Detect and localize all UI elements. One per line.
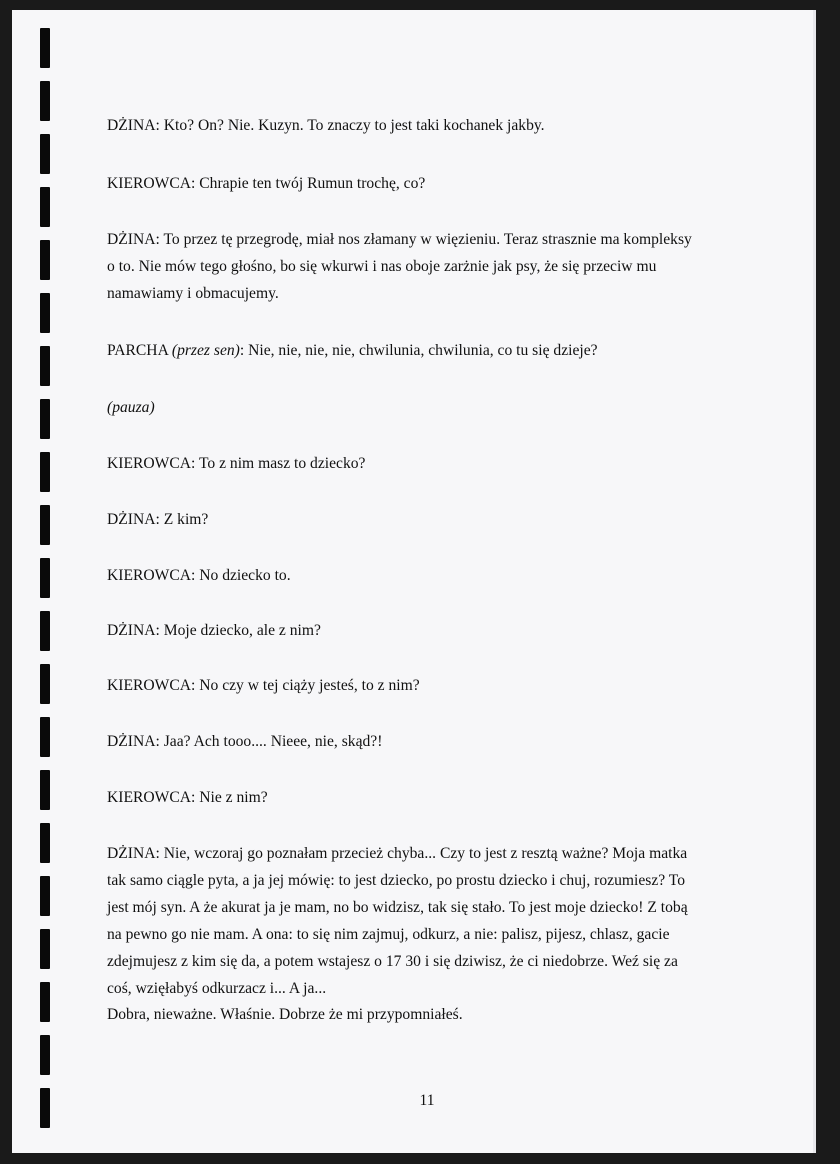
stage-direction: (przez sen) [171,342,240,359]
stage-direction-pause: (pauza) [107,399,155,416]
dialogue-line: tak samo ciągle pyta, a ja jej mówię: to jest dziecko, po prostu dziecko i chuj, rozumiesz? To [107,872,686,889]
dialogue-line: DŻINA: Moje dziecko, ale z nim? [107,622,321,639]
dialogue-line-parcha [107,338,598,365]
dialogue-line: na pewno go nie mam. A ona: to się nim zajmuj, odkurz, a nie: palisz, pijesz, chlasz, gacie [107,926,670,943]
dialogue-line: Dobra, nieważne. Właśnie. Dobrze że mi przypomniałeś. [107,1006,463,1023]
binding-hole [40,187,50,227]
dialogue-line: KIEROWCA: To z nim masz to dziecko? [107,455,366,472]
binding-hole [40,399,50,439]
dialogue-line: KIEROWCA: No czy w tej ciąży jesteś, to z nim? [107,677,420,694]
script-page [12,10,816,1153]
dialogue-line: DŻINA: Jaa? Ach tooo.... Nieee, nie, skąd?! [107,733,383,750]
binding-hole [40,876,50,916]
dialogue-line: o to. Nie mów tego głośno, bo się wkurwi i nas oboje zarżnie jak psy, że się przeciw mu [107,258,657,275]
binding-hole [40,240,50,280]
dialogue-text: : Nie, nie, nie, nie, chwilunia, chwilunia, co tu się dzieje? [239,342,598,359]
page-number: 11 [419,1092,435,1109]
binding-hole [40,823,50,863]
binding-hole [40,293,50,333]
dialogue-line: KIEROWCA: Nie z nim? [107,789,268,806]
binding-hole [40,717,50,757]
binding-hole [40,558,50,598]
binding-hole [40,134,50,174]
binding-hole [40,81,50,121]
binding-hole [40,1088,50,1128]
dialogue-line: KIEROWCA: Chrapie ten twój Rumun trochę, co? [107,175,426,192]
binding-holes [40,10,60,1153]
binding-hole [40,1035,50,1075]
dialogue-line: DŻINA: To przez tę przegrodę, miał nos złamany w więzieniu. Teraz strasznie ma kompleksy [107,231,692,248]
dialogue-line: DŻINA: Kto? On? Nie. Kuzyn. To znaczy to jest taki kochanek jakby. [107,117,545,134]
binding-hole [40,664,50,704]
binding-hole [40,28,50,68]
dialogue-line: namawiamy i obmacujemy. [107,285,279,302]
binding-hole [40,505,50,545]
dialogue-line: jest mój syn. A że akurat ja je mam, no bo widzisz, tak się stało. To jest moje dziecko! Z tobą [107,899,688,916]
speaker-name: PARCHA [107,342,168,359]
binding-hole [40,929,50,969]
dialogue-line: DŻINA: Nie, wczoraj go poznałam przecież chyba... Czy to jest z resztą ważne? Moja matka [107,845,688,862]
binding-hole [40,770,50,810]
binding-hole [40,346,50,386]
dialogue-line: KIEROWCA: No dziecko to. [107,567,291,584]
binding-hole [40,982,50,1022]
dialogue-line: coś, wzięłabyś odkurzacz i... A ja... [107,980,327,997]
binding-hole [40,452,50,492]
dialogue-line: DŻINA: Z kim? [107,511,209,528]
binding-hole [40,611,50,651]
dialogue-line: zdejmujesz z kim się da, a potem wstajesz o 17 30 i się dziwisz, że ci niedobrze. Weź się za [107,953,678,970]
